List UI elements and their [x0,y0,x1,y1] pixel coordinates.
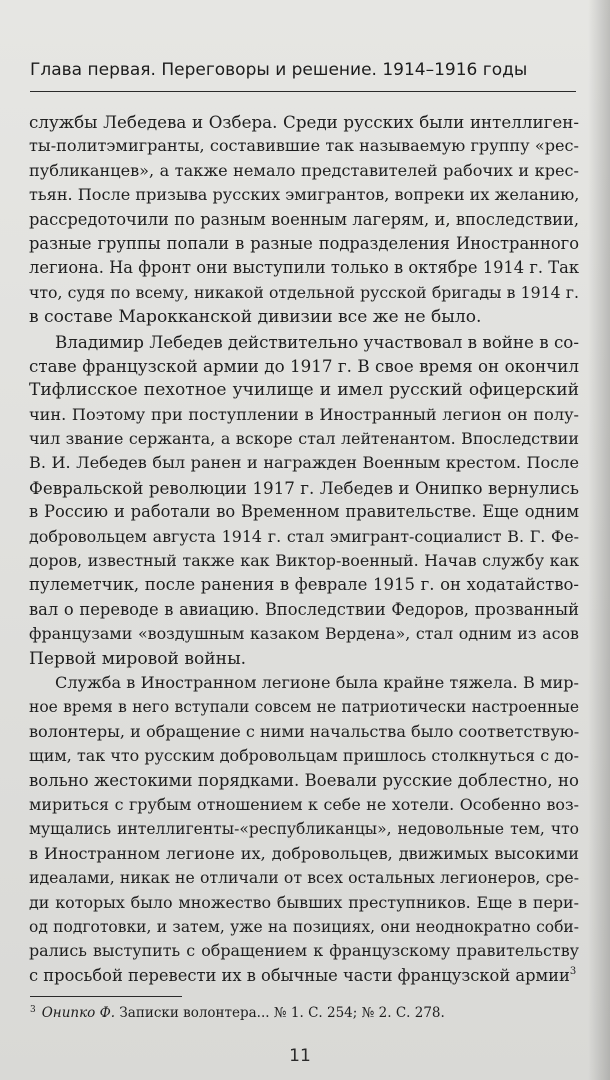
text-line: тьян. После призыва русских эмигрантов, вопреки их желанию, [29,185,580,205]
text-line: ди которых было множество бывших преступников. Еще в пери- [29,892,579,912]
footnote-mark: 3 [30,1005,36,1015]
text-line: мириться с грубым отношением к себе не хотели. Особенно воз- [29,794,579,814]
text-line: в Иностранном легионе их, добровольцев, движимых высокими [29,843,579,863]
page-number: 11 [289,1046,311,1066]
text-line: с просьбой перевести их в обычные части французской армии [29,965,570,985]
text-line: службы Лебедева и Озбера. Среди русских были интеллиген- [29,112,579,132]
text-line: од подготовки, и затем, уже на позициях, они неоднократно соби- [29,917,579,936]
text-line: вольно жестокими порядками. Воевали русские доблестно, но [29,770,579,790]
text-line: Февральской революции 1917 г. Лебедев и Онипко вернулись [29,477,579,498]
text-line: волонтеры, и обращение с ними начальства было соответствую- [29,721,580,741]
text-line: Владимир Лебедев действительно участвовал в войне в со- [55,331,579,352]
text-line: рассредоточили по разным военным лагерям, и, впоследствии, [29,209,579,229]
text-line: Первой мировой войны. [29,648,247,669]
text-line: ты-политэмигранты, составившие так называемую группу «рес- [29,136,579,156]
text-line-with-footnote [29,964,579,988]
header-rule [30,91,576,92]
text-line: рались выступить с обращением к французскому правительству [29,941,579,961]
footnote-text: Записки волонтера... № 1. С. 254; № 2. С. 278. [119,1005,445,1021]
text-line: В. И. Лебедев был ранен и награжден Военным крестом. После [29,453,579,473]
text-line: пулеметчик, после ранения в феврале 1915 г. он ходатайство- [29,575,579,595]
text-line: идеалами, никак не отличали от всех остальных легионеров, сре- [29,868,579,888]
footnote-rule [30,996,182,997]
text-line: разные группы попали в разные подразделения Иностранного [29,233,579,253]
text-line: легиона. На фронт они выступили только в октябре 1914 г. Так [29,258,579,278]
text-line: Служба в Иностранном легионе была крайне тяжела. В мир- [55,672,579,692]
paragraph-3 [29,671,579,988]
body-text [29,110,579,988]
text-line: ное время в него вступали совсем не патриотически настроенные [29,698,579,717]
paragraph-1 [29,110,579,330]
footnote-author: Онипко Ф. [41,1005,116,1021]
text-line: Тифлисское пехотное училище и имел русский офицерский [29,380,579,401]
footnote [30,1001,580,1022]
text-line: щим, так что русским добровольцам пришлось столкнуться с до- [29,746,579,766]
running-header: Глава первая. Переговоры и решение. 1914–1916 годы [30,60,528,80]
text-line: французами «воздушным казаком Вердена», стал одним из асов [29,624,579,644]
footnote-reference[interactable]: 3 [569,965,577,977]
text-line: чил звание сержанта, а вскоре стал лейтенантом. Впоследствии [29,429,579,449]
text-line: публиканцев», а также немало представителей рабочих и крес- [29,160,579,180]
paragraph-2 [29,330,579,671]
text-line: доров, известный также как Виктор-военный. Начав службу как [29,551,579,571]
text-line: что, судя по всему, никакой отдельной русской бригады в 1914 г. [29,282,579,302]
text-line: в Россию и работали во Временном правительстве. Еще одним [29,502,579,522]
text-line: в составе Марокканской дивизии все же не было. [29,307,482,328]
text-line: вал о переводе в авиацию. Впоследствии Федоров, прозванный [29,599,579,619]
text-line: добровольцем августа 1914 г. стал эмигрант-социалист В. Г. Фе- [29,526,579,546]
text-line: мущались интеллигенты-«республиканцы», недовольные тем, что [29,820,579,839]
page-edge-shadow [588,0,610,1080]
text-line: ставе французской армии до 1917 г. В свое время он окончил [29,355,579,376]
text-line: чин. Поэтому при поступлении в Иностранный легион он полу- [29,404,579,424]
